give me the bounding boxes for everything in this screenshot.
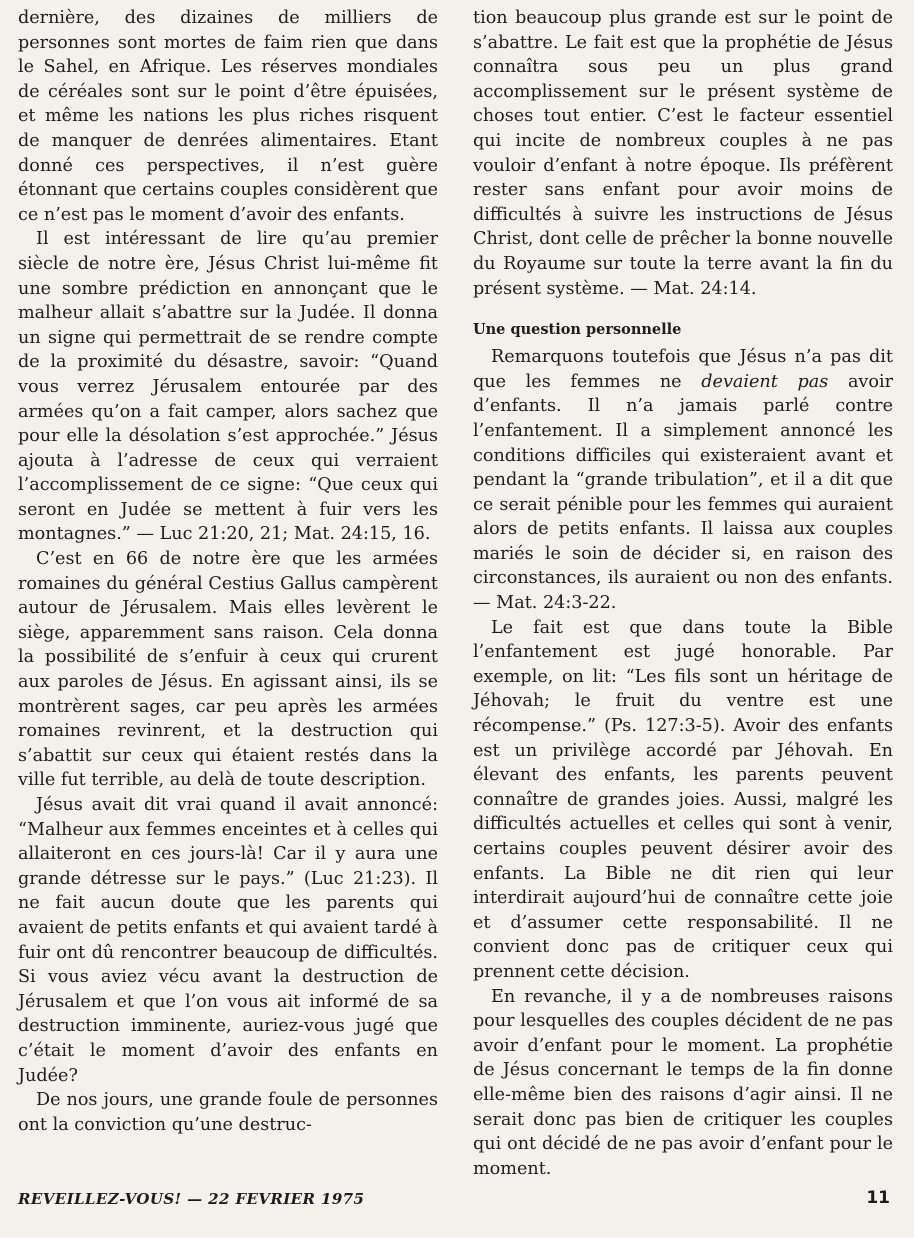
paragraph: Jésus avait dit vrai quand il avait annoncé: “Malheur aux femmes enceintes et à celles qui allaiteront en ces jours-là! Car il y aura une grande détresse sur le pays.” (Luc 21:23). Il ne fait aucun doute que les parents qui avaient de petits enfants et qui avaient tardé à fuir ont dû rencontrer beaucoup de difficultés. Si vous aviez vécu avant la destruction de Jérusalem et que l’on vous ait informé de sa destruction imminente, auriez-vous jugé que c’était le moment d’avoir des enfants en Judée? (18, 795, 438, 1086)
paragraph: Le fait est que dans toute la Bible l’enfantement est jugé honorable. Par exemple, on lit: “Les fils sont un héritage de Jéhovah; le fruit du ventre est une récompense.” (Ps. 127:3-5). Avoir des enfants est un privilège accordé par Jéhovah. En élevant des enfants, les parents peuvent connaître de grandes joies. Aussi, malgré les difficultés actuelles et celles qui sont à venir, certains couples peuvent désirer avoir des enfants. La Bible ne dit rien qui leur interdirait aujourd’hui de connaître cette joie et d’assumer cette responsabilité. Il ne convient donc pas de critiquer ceux qui prennent cette décision. (473, 617, 893, 982)
emphasis-text: devaient pas (701, 371, 829, 392)
page-number: 11 (866, 1188, 890, 1208)
paragraph-text: Remarquons toutefois que Jésus n’a pas dit que les femmes ne (473, 347, 893, 392)
right-column (473, 6, 893, 1181)
publication-footer: REVEILLEZ-VOUS! — 22 FEVRIER 1975 (18, 1190, 365, 1208)
paragraph: En revanche, il y a de nombreuses raisons pour lesquelles des couples décident de ne pas avoir d’enfant pour le moment. La prophétie de Jésus concernant le temps de la fin donne elle-même bien des raisons d’agir ainsi. Il ne serait donc pas bien de critiquer les couples qui ont décidé de ne pas avoir d’enfant pour le moment. (473, 986, 893, 1179)
paragraph: C’est en 66 de notre ère que les armées romaines du général Cestius Gallus campèrent autour de Jérusalem. Mais elles levèrent le siège, apparemment sans raison. Cela donna la possibilité de s’enfuir à ceux qui crurent aux paroles de Jésus. En agissant ainsi, ils se montrèrent sages, car peu après les armées romaines revinrent, et la destruction qui s’abattit sur ceux qui étaient restés dans la ville fut terrible, au delà de toute description. (18, 549, 438, 791)
paragraph: Il est intéressant de lire qu’au premier siècle de notre ère, Jésus Christ lui-même fit une sombre prédiction en annonçant que le malheur allait s’abattre sur la Judée. Il donna un signe qui permettrait de se rendre compte de la proximité du désastre, savoir: “Quand vous verrez Jérusalem entourée par des armées qu’on a fait camper, alors sachez que pour elle la désolation s’est approchée.” Jésus ajouta à l’adresse de ceux qui verraient l’accomplissement de ce signe: “Que ceux qui seront en Judée se mettent à fuir vers les montagnes.” — Luc 21:20, 21; Mat. 24:15, 16. (18, 229, 438, 545)
paragraph: tion beaucoup plus grande est sur le point de s’abattre. Le fait est que la prophétie de Jésus connaîtra sous peu un plus grand accomplissement sur le présent système de choses tout entier. C’est le facteur essentiel qui incite de nombreux couples à ne pas vouloir d’enfant à notre époque. Ils préfèrent rester sans enfant pour avoir moins de difficultés à suivre les instructions de Jésus Christ, dont celle de prêcher la bonne nouvelle du Royaume sur toute la terre avant la fin du présent système. — Mat. 24:14. (473, 8, 893, 299)
left-column (18, 6, 438, 1137)
paragraph-text: avoir d’enfants. Il n’a jamais parlé contre l’enfantement. Il a simplement annoncé les conditions difficiles qui existeraient avant et pendant la “grande tribulation”, et il a dit que ce serait pénible pour les femmes qui auraient alors de petits enfants. Il laissa aux couples mariés le soin de décider si, en raison des circonstances, ils auraient ou non des enfants. — Mat. 24:3-22. (473, 371, 893, 614)
paragraph (473, 345, 893, 616)
section-heading: Une question personnelle (473, 321, 682, 339)
paragraph: dernière, des dizaines de milliers de personnes sont mortes de faim rien que dans le Sahel, en Afrique. Les réserves mondiales de céréales sont sur le point d’être épuisées, et même les nations les plus riches risquent de manquer de denrées alimentaires. Etant donné ces perspectives, il n’est guère étonnant que certains couples considèrent que ce n’est pas le moment d’avoir des enfants. (18, 8, 438, 225)
paragraph: De nos jours, une grande foule de personnes ont la conviction qu’une destruc- (18, 1090, 438, 1135)
